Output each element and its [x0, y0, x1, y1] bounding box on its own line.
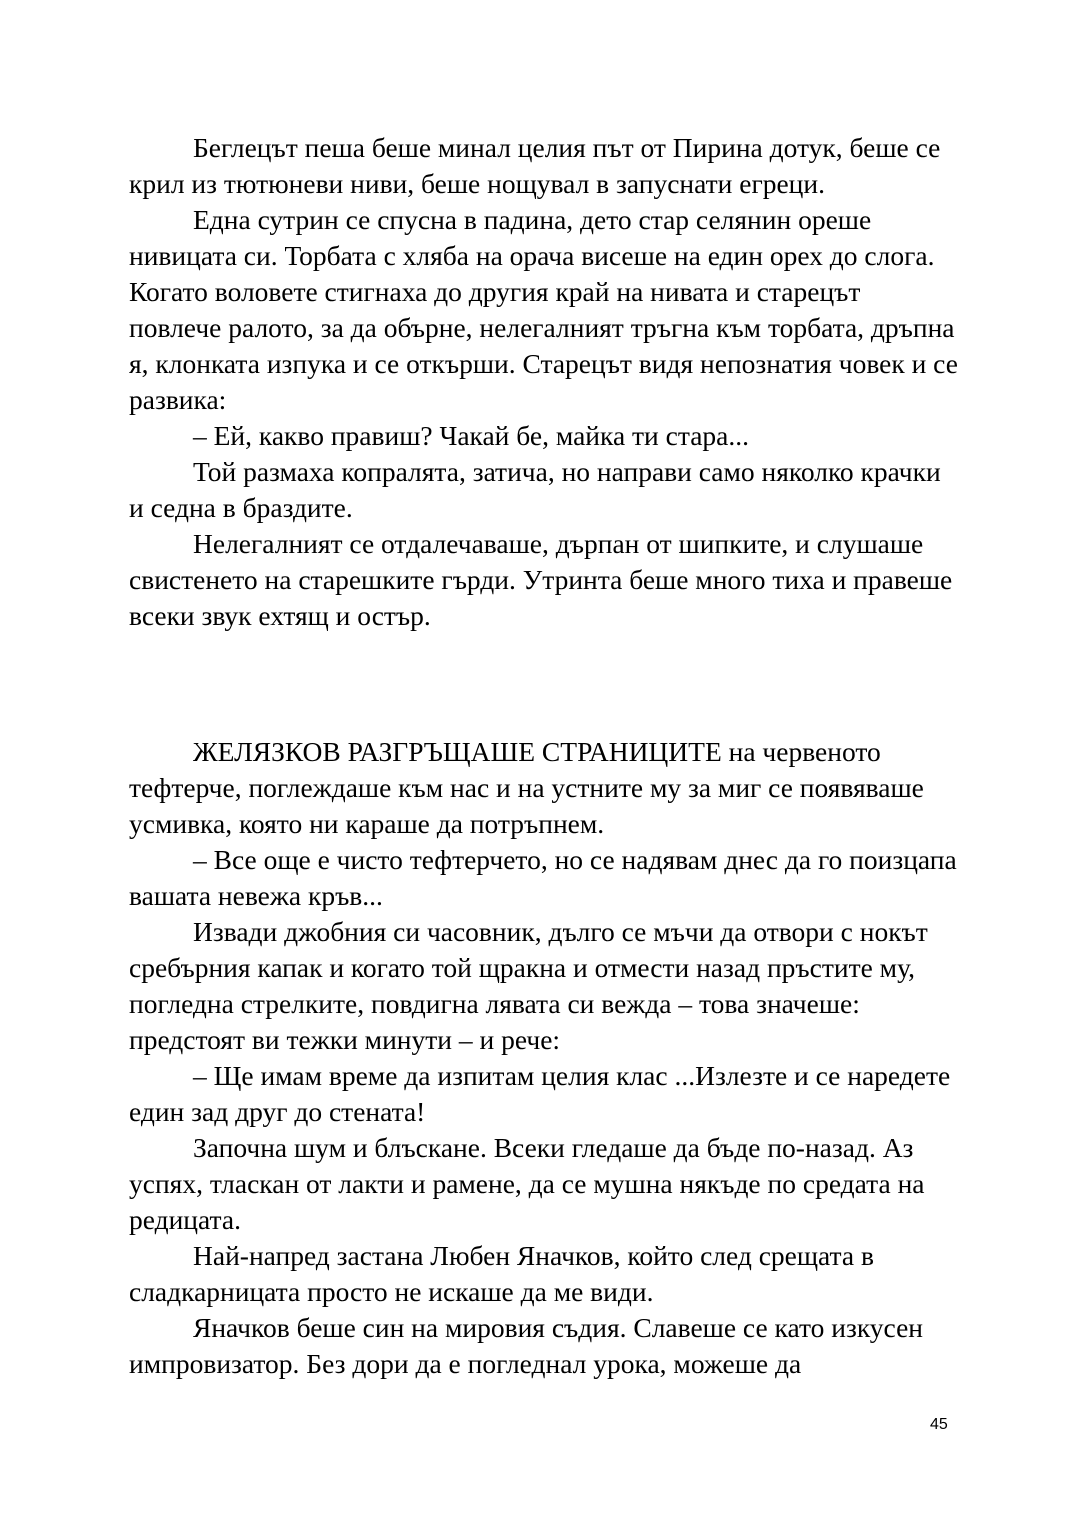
paragraph: Една сутрин се спусна в падина, дето стар селянин ореше нивицата си. Торбата с хляба на орача висеше на един орех до слога. Когато воловете стигнаха до другия край на нивата и старецът повлече ралото, за да обърне, нелегалният тръгна към торбата, дръпна я, клонката изпука и се откърши. Старецът видя непознатия човек и се развика:	[129, 204, 958, 415]
paragraph: Яначков беше син на мировия съдия. Славеше се като изкусен импровизатор. Без дори да е погледнал урока, можеше да	[129, 1312, 924, 1379]
paragraph: – Ще имам време да изпитам целия клас ...Излезте и се наредете един зад друг до стената!	[129, 1060, 951, 1127]
paragraph: – Ей, какво правиш? Чакай бе, майка ти стара...	[193, 420, 749, 451]
chapter-opening-caps: ЖЕЛЯЗКОВ РАЗГРЪЩАШЕ СТРАНИЦИТЕ	[193, 736, 722, 767]
section-zhelyazkov	[129, 734, 959, 1382]
paragraph: Нелегалният се отдалечаваше, дърпан от шипките, и слушаше свистенето на старешките гърди. Утринта беше много тиха и правеше всеки звук ехтящ и остър.	[129, 528, 953, 631]
paragraph: Извади джобния си часовник, дълго се мъчи да отвори с нокът сребърния капак и когато той щракна и отмести назад пръстите му, погледна стрелките, повдигна лявата си вежда – това значеше: предстоят ви тежки минути – и рече:	[129, 916, 928, 1055]
page-number: 45	[930, 1416, 948, 1433]
paragraph: – Все още е чисто тефтерчето, но се надявам днес да го поизцапа вашата невежа кръв...	[129, 844, 957, 911]
paragraph: Той размаха копралята, затича, но направи само няколко крачки и седна в браздите.	[129, 456, 941, 523]
paragraph: Беглецът пеша беше минал целия път от Пирина дотук, беше се крил из тютюневи ниви, беше нощувал в запуснати егреци.	[129, 132, 941, 199]
opening-paragraph	[129, 734, 959, 842]
section-escapee	[129, 130, 959, 634]
opening-paragraph-text: на червеното тефтерче, поглеждаше към нас и на устните му за миг се появяваше усмивка, която ни караше да потръпнем.	[129, 736, 924, 839]
paragraph: Започна шум и блъскане. Всеки гледаше да бъде по-назад. Аз успях, тласкан от лакти и рамене, да се мушна някъде по средата на редицата.	[129, 1132, 925, 1235]
paragraph: Най-напред застана Любен Яначков, който след срещата в сладкарницата просто не искаше да ме види.	[129, 1240, 874, 1307]
